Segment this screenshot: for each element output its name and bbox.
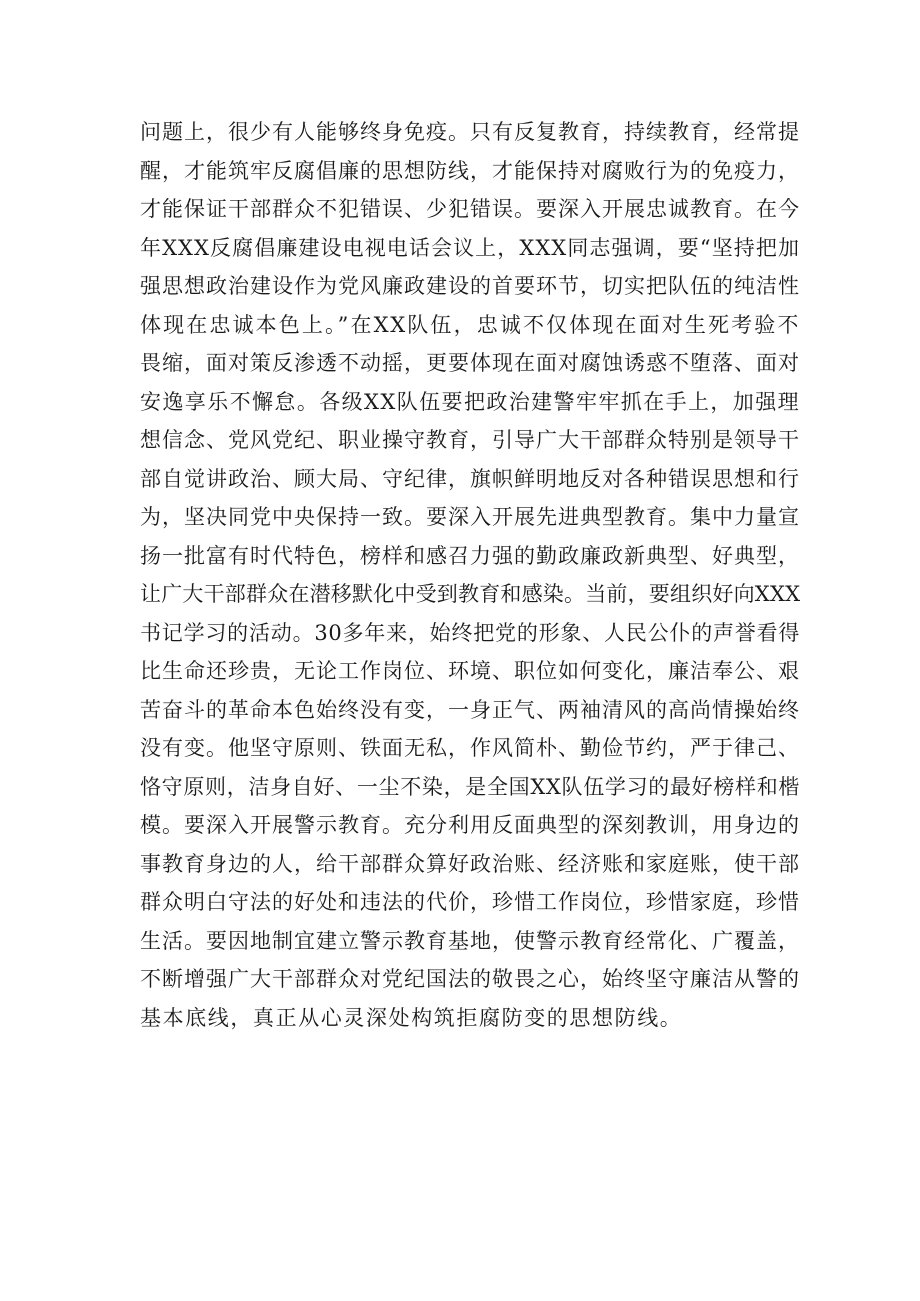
text-line: 安逸享乐不懈怠。各级XX队伍要把政治建警牢牢抓在手上，加强理	[140, 389, 800, 414]
text-line: 才能保证干部群众不犯错误、少犯错误。要深入开展忠诚教育。在今	[140, 197, 800, 221]
text-line: 醒，才能筑牢反腐倡廉的思想防线，才能保持对腐败行为的免疫力，	[140, 158, 800, 183]
text-line: 问题上，很少有人能够终身免疫。只有反复教育，持续教育，经常提	[140, 120, 800, 144]
text-line: 模。要深入开展警示教育。充分利用反面典型的深刻教训，用身边的	[140, 813, 800, 837]
text-line: 事教育身边的人，给干部群众算好政治账、经济账和家庭账，使干部	[140, 851, 800, 876]
text-line: 比生命还珍贵，无论工作岗位、环境、职位如何变化，廉洁奉公、艰	[140, 659, 800, 683]
text-line: 想信念、党风党纪、职业操守教育，引导广大干部群众特别是领导干	[140, 428, 800, 452]
body-paragraph	[140, 113, 800, 1037]
text-line: 体现在忠诚本色上。”在XX队伍，忠诚不仅体现在面对生死考验不	[140, 312, 800, 337]
text-line: 群众明白守法的好处和违法的代价，珍惜工作岗位，珍惜家庭，珍惜	[140, 890, 800, 914]
text-line: 为，坚决同党中央保持一致。要深入开展先进典型教育。集中力量宣	[140, 505, 800, 529]
text-line-last: 基本底线，真正从心灵深处构筑拒腐防变的思想防线。	[140, 1005, 683, 1030]
text-line: 年XXX反腐倡廉建设电视电话会议上，XXX同志强调，要“坚持把加	[140, 235, 800, 260]
text-line: 恪守原则，洁身自好、一尘不染，是全国XX队伍学习的最好榜样和楷	[140, 774, 800, 799]
text-line: 扬一批富有时代特色，榜样和感召力强的勤政廉政新典型、好典型，	[140, 543, 800, 568]
text-line: 畏缩，面对策反渗透不动摇，更要体现在面对腐蚀诱惑不堕落、面对	[140, 351, 800, 375]
text-line: 强思想政治建设作为党风廉政建设的首要环节，切实把队伍的纯洁性	[140, 274, 800, 298]
text-line: 苦奋斗的革命本色始终没有变，一身正气、两袖清风的高尚情操始终	[140, 697, 800, 722]
text-line: 书记学习的活动。30多年来，始终把党的形象、人民公仆的声誉看得	[140, 620, 800, 645]
text-line: 生活。要因地制宜建立警示教育基地，使警示教育经常化、广覆盖，	[140, 928, 800, 953]
text-line: 让广大干部群众在潜移默化中受到教育和感染。当前，要组织好向XXX	[140, 582, 801, 606]
text-line: 部自觉讲政治、顾大局、守纪律，旗帜鲜明地反对各种错误思想和行	[140, 466, 800, 491]
text-line: 不断增强广大干部群众对党纪国法的敬畏之心，始终坚守廉洁从警的	[140, 967, 800, 991]
text-line: 没有变。他坚守原则、铁面无私，作风简朴、勤俭节约，严于律己、	[140, 736, 800, 760]
